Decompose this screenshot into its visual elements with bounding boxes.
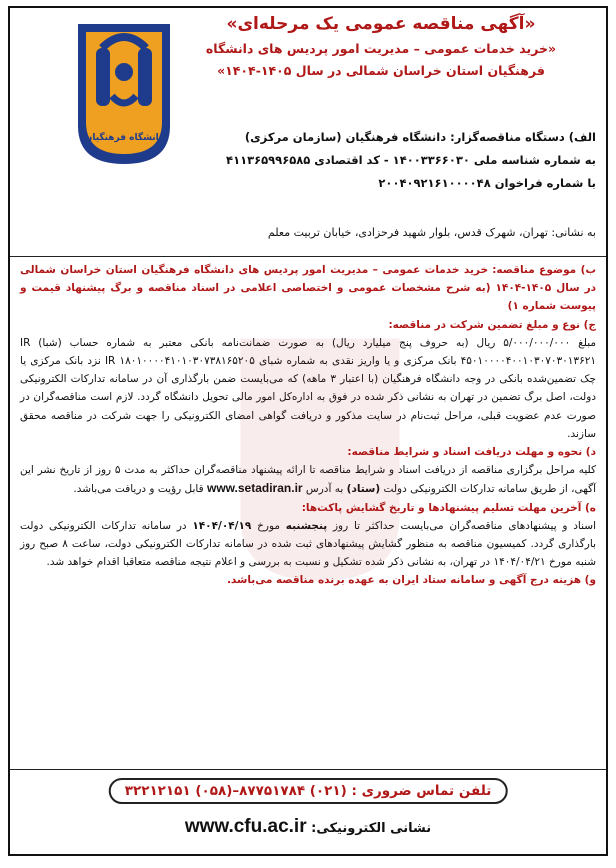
- website-line: [10, 816, 606, 838]
- documents-text: [20, 461, 596, 498]
- deadline-text-part-3: در سامانه تدارکات الکترونیکی دولت بارگذاری گردد. کمیسیون مناقصه به منظور گشایش پیشنهادهای ثبت شده در سامانه تدارکات الکترونیکی دولت، ساعت ۸ صبح روز شنبه مورخ ۱۴۰۴/۰۴/۲۱ در تهران، به نشانی ذکر شده تشکیل و نسبت به بررسی و اعلام نتیجه مناقصه متعاقبا اقدام خواهد شد.: [20, 519, 596, 569]
- section-subject: [20, 261, 596, 316]
- organizer-address: به نشانی: تهران، شهرک قدس، بلوار شهید فرحزادی، خیابان تربیت معلم: [267, 226, 596, 239]
- notice-subtitle-line-2: فرهنگیان استان خراسان شمالی در سال ۱۴۰۵-۱۴۰۴»: [217, 63, 545, 78]
- subject-label: ب) موضوع مناقصه:: [492, 264, 596, 276]
- documents-text-part-1: کلیه مراحل برگزاری مناقصه از دریافت اسناد و شرایط مناقصه تا ارائه پیشنهاد مناقصه‌گران حداکثر به مدت ۵ روز از تاریخ نشر این آگهی، از طریق سامانه تدارکات الکترونیکی دولت: [20, 464, 596, 496]
- tender-notice: [8, 6, 608, 856]
- website-url-link[interactable]: www.cfu.ac.ir: [184, 816, 307, 837]
- notice-title: «آگهی مناقصه عمومی یک مرحله‌ای»: [226, 14, 536, 34]
- phone-number[interactable]: ۳۲۲۱۲۱۵۱ (۰۵۸)–۸۷۷۵۱۷۸۴ (۰۲۱): [124, 783, 347, 799]
- notice-body: [10, 257, 606, 590]
- notice-header: [10, 8, 606, 257]
- deadline-title: ه) آخرین مهلت تسلیم پیشنهادها و تاریخ گشایش پاکت‌ها:: [301, 501, 596, 514]
- logo-text: دانشگاه فرهنگیان: [84, 133, 164, 143]
- guarantee-text: مبلغ ۵/۰۰۰/۰۰۰/۰۰۰ ریال (به حروف پنج میلیارد ریال) به صورت ضمانت‌نامه بانکی معتبر به شماره حساب (شبا) IR ۴۵۰۱۰۰۰۰۴۰۰۱۰۳۰۷۰۳۰۱۳۶۲۱ بانک مرکزی و یا واریز نقدی به شماره شبای IR ۱۸۰۱۰۰۰۰۴۱۰۱۰۳۰۷۳۸۱۶۵۲۰۵ نزد بانک مرکزی یا چک تضمین‌شده بانکی در وجه دانشگاه فرهنگیان (با اعتبار ۳ ماهه) که می‌بایست ضمن بارگذاری آن در سامانه تدارکات الکترونیکی دولت، اصل برگ تضمین در تهران به نشانی ذکر شده در فوق به اداره‌کل امور مالی تحویل دانشگاه گردد. لازم است مناقصه‌گران در صورت عدم عضویت قبلی، مراحل ثبت‌نام در سایت مذکور و دریافت گواهی امضای الکترونیکی را جهت شرکت در مناقصه محقق سازند.: [20, 336, 597, 440]
- phone-box: [109, 778, 508, 804]
- deadline-text-part-1: اسناد و پیشنهادهای مناقصه‌گران می‌بایست حداکثر تا روز: [332, 519, 597, 532]
- deadline-text-part-2: مورخ: [257, 519, 280, 532]
- deadline-day: پنجشنبه: [285, 519, 328, 532]
- header-titles: [166, 14, 596, 82]
- documents-text-part-2: به آدرس: [305, 483, 344, 496]
- national-id-line: به شماره شناسه ملی ۱۴۰۰۳۳۶۶۰۳۰ - کد اقتصادی ۴۱۱۳۶۵۹۹۶۵۸۵: [226, 153, 596, 167]
- documents-text-part-3: قابل رؤیت و دریافت می‌باشد.: [73, 483, 204, 496]
- organizer-line: الف) دستگاه مناقصه‌گزار: دانشگاه فرهنگیان (سازمان مرکزی): [244, 130, 596, 144]
- subject-text: خرید خدمات عمومی – مدیریت امور پردیس های دانشگاه فرهنگیان استان خراسان شمالی در سال ۱۴۰۵-۱۴۰۴ (به شرح مشخصات عمومی و اختصاصی اعلامی در اسناد مناقصه و برگ پیشنهاد قیمت و پیوست شماره ۱): [20, 264, 596, 313]
- documents-title: د) نحوه و مهلت دریافت اسناد و شرایط مناقصه:: [347, 446, 596, 459]
- ad-cost-note: و) هزینه درج آگهی و سامانه ستاد ایران به عهده برنده مناقصه می‌باشد.: [226, 574, 596, 587]
- guarantee-title: ج) نوع و مبلغ تضمین شرکت در مناقصه:: [388, 318, 596, 331]
- website-label: نشانی الکترونیکی:: [311, 821, 432, 836]
- organizer-info: [156, 126, 596, 195]
- call-number-line: با شماره فراخوان ۲۰۰۴۰۹۲۱۶۱۰۰۰۰۴۸: [378, 176, 596, 190]
- setad-url-link[interactable]: www.setadiran.ir: [206, 481, 303, 496]
- notice-footer: [10, 769, 606, 854]
- deadline-text: [20, 517, 596, 572]
- deadline-date: ۱۴۰۴/۰۴/۱۹: [192, 519, 252, 532]
- notice-subtitle-line-1: «خرید خدمات عمومی – مدیریت امور پردیس های دانشگاه: [205, 41, 557, 56]
- setad-label: (ستاد): [346, 483, 381, 496]
- phone-label: تلفن تماس ضروری :: [351, 783, 492, 799]
